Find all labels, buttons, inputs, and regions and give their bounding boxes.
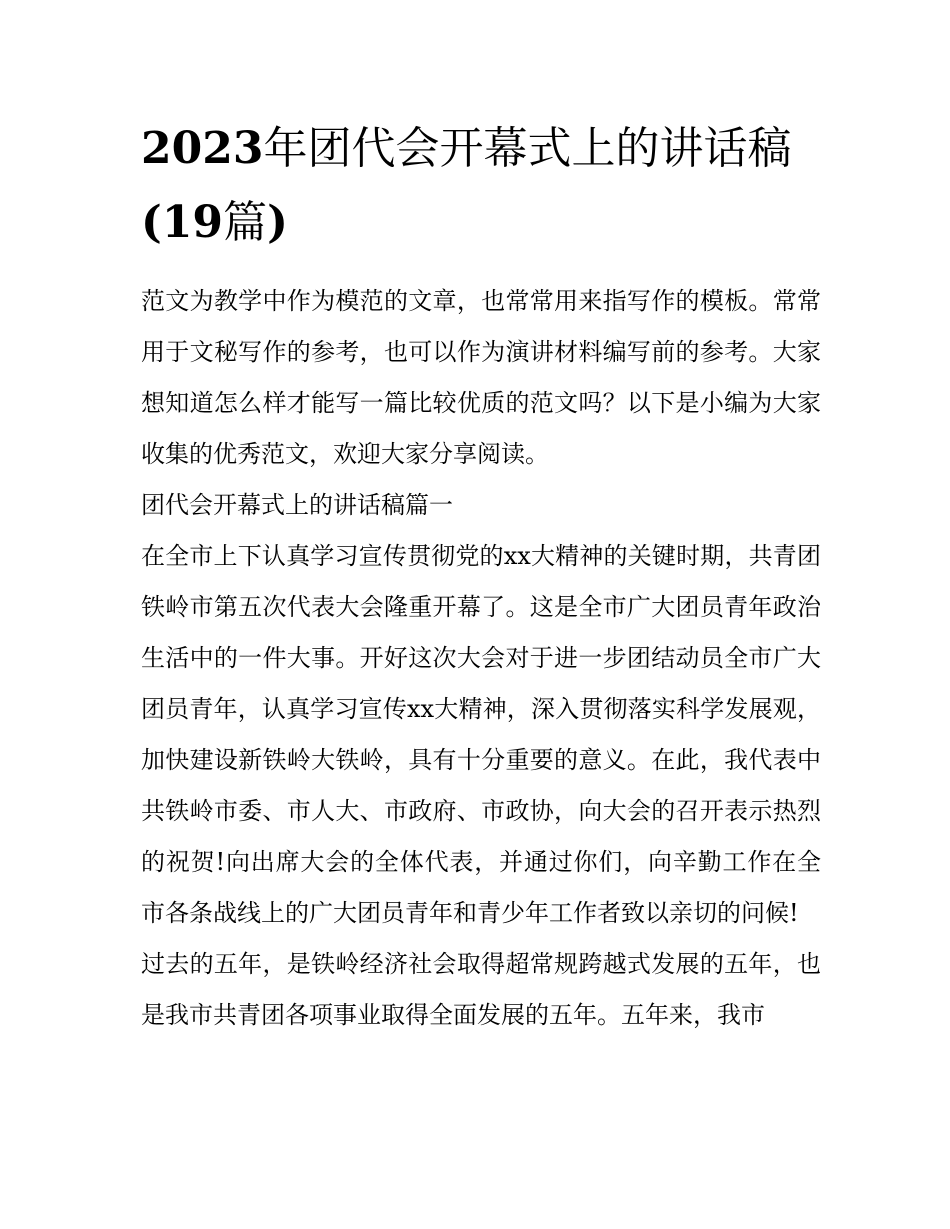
body-paragraph: 在全市上下认真学习宣传贯彻党的xx大精神的关键时期，共青团铁岭市第五次代表大会隆重开幕了。这是全市广大团员青年政治生活中的一件大事。开好这次大会对于进一步团结动员全市广大团员青年，认真学习宣传xx大精神，深入贯彻落实科学发展观，加快建设新铁岭大铁岭，具有十分重要的意义。在此，我代表中共铁岭市委、市人大、市政府、市政协，向大会的召开表示热烈的祝贺!向出席大会的全体代表，并通过你们，向辛勤工作在全市各条战线上的广大团员青年和青少年工作者致以亲切的问候! — [141, 542, 821, 927]
intro-paragraph: 范文为教学中作为模范的文章，也常常用来指写作的模板。常常用于文秘写作的参考，也可以作为演讲材料编写前的参考。大家想知道怎么样才能写一篇比较优质的范文吗？以下是小编为大家收集的优秀范文，欢迎大家分享阅读。 — [141, 287, 821, 468]
document-title: 2023年团代会开幕式上的讲话稿(19篇) — [141, 123, 792, 248]
document-body — [141, 276, 821, 1041]
section-heading: 团代会开幕式上的讲话稿篇一 — [141, 491, 453, 519]
body-paragraph: 过去的五年，是铁岭经济社会取得超常规跨越式发展的五年，也是我市共青团各项事业取得全面发展的五年。五年来，我市 — [141, 950, 821, 1029]
